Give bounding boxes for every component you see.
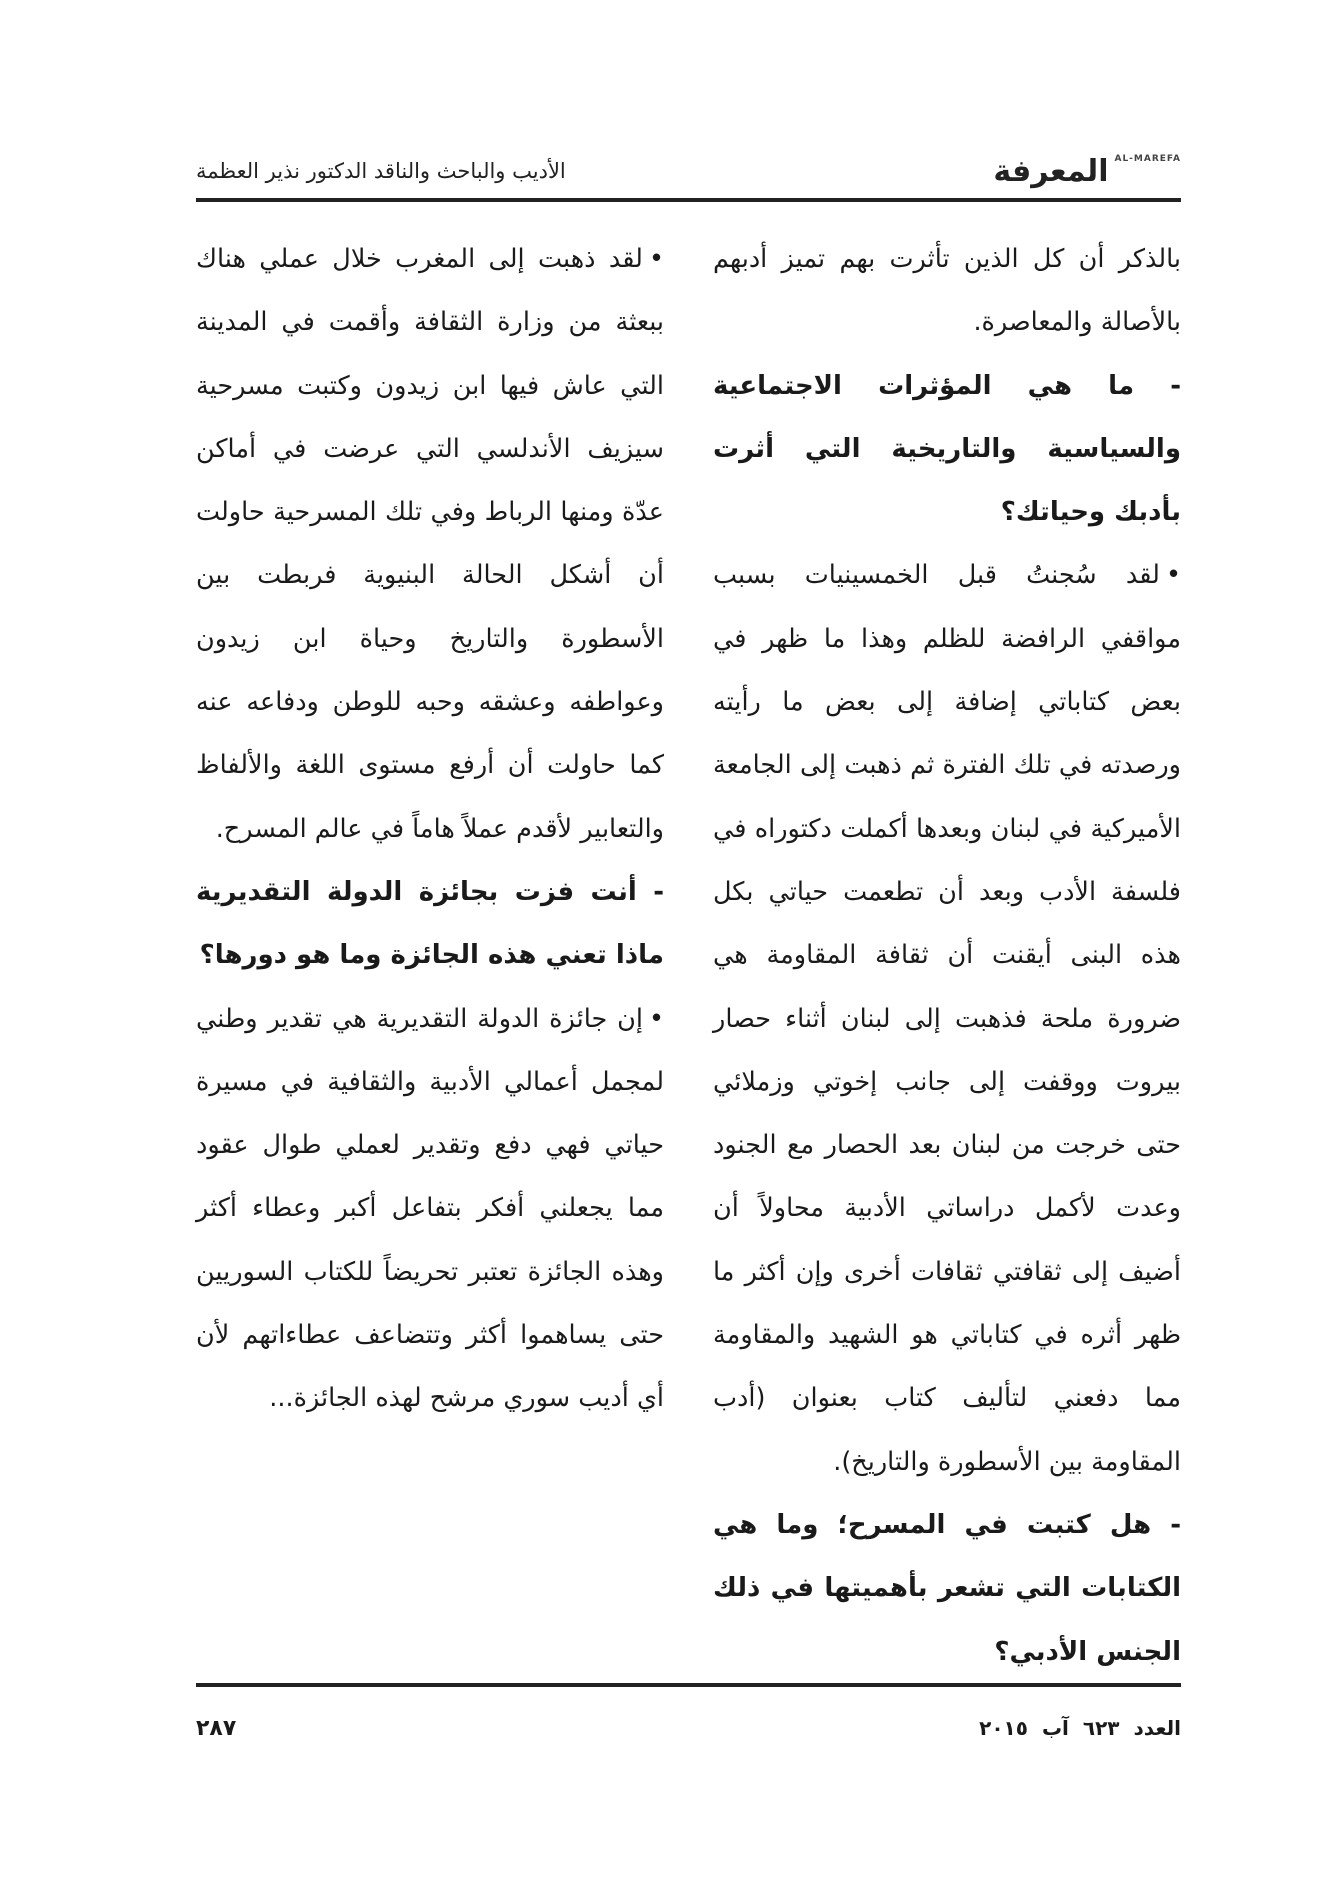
footer-rule — [196, 1683, 1181, 1687]
bullet-icon: • — [648, 1003, 664, 1034]
left-column — [196, 228, 664, 1431]
issue-number: ٦٢٣ — [1082, 1716, 1120, 1740]
issue-year: ٢٠١٥ — [979, 1716, 1028, 1740]
interview-question — [713, 355, 1181, 545]
question-text: - ما هي المؤثرات الاجتماعية والسياسية والتاريخية التي أثرت بأدبك وحياتك؟ — [713, 370, 1181, 528]
interview-question — [196, 861, 664, 988]
running-title: الأديب والباحث والناقد الدكتور نذير العظمة — [196, 159, 566, 183]
header-rule — [196, 198, 1181, 202]
paragraph — [713, 544, 1181, 1493]
page-header — [196, 150, 1181, 192]
issue-month: آب — [1041, 1716, 1069, 1740]
paragraph-text: لقد ذهبت إلى المغرب خلال عملي هناك ببعثة من وزارة الثقافة وأقمت في المدينة التي عاش فيها ابن زيدون وكتبت مسرحية سيزيف الأندلسي التي عرضت في أماكن عدّة ومنها الرباط وفي تلك المسرحية حاولت أن أشكل الحالة البنيوية فربطت بين الأسطورة والتاريخ وحياة ابن زيدون وعواطفه وعشقه وحبه للوطن ودفاعه عنه كما حاولت أن أرفع مستوى اللغة والألفاظ والتعابير لأقدم عملاً هاماً في عالم المسرح. — [196, 244, 664, 844]
bullet-icon: • — [1165, 560, 1181, 591]
page-number: ٢٨٧ — [196, 1715, 237, 1741]
paragraph — [196, 228, 664, 861]
interview-question — [713, 1494, 1181, 1684]
magazine-logo — [993, 154, 1181, 189]
question-text: - أنت فزت بجائزة الدولة التقديرية ماذا تعني هذه الجائزة وما هو دورها؟ — [196, 876, 664, 971]
logo-mark: AL-MAREFA — [1114, 153, 1181, 164]
issue-info — [979, 1716, 1181, 1740]
paragraph-text: إن جائزة الدولة التقديرية هي تقدير وطني لمجمل أعمالي الأدبية والثقافية في مسيرة حياتي فهي دفع وتقدير لعملي طوال عقود مما يجعلني أفكر بتفاعل أكبر وعطاء أكثر وهذه الجائزة تعتبر تحريضاً للكتاب السوريين حتى يساهموا أكثر وتتضاعف عطاءاتهم لأن أي أديب سوري مرشح لهذه الجائزة... — [196, 1003, 664, 1414]
paragraph — [196, 988, 664, 1431]
paragraph-text: لقد سُجنتُ قبل الخمسينيات بسبب مواقفي الرافضة للظلم وهذا ما ظهر في بعض كتاباتي إضافة إلى بعض ما رأيته ورصدته في تلك الفترة ثم ذهبت إلى الجامعة الأميركية في لبنان وبعدها أكملت دكتوراه في فلسفة الأدب وبعد أن تطعمت حياتي بكل هذه البنى أيقنت أن ثقافة المقاومة هي ضرورة ملحة فذهبت إلى لبنان أثناء حصار بيروت ووقفت إلى جانب إخوتي وزملائي حتى خرجت من لبنان بعد الحصار مع الجنود وعدت لأكمل دراساتي الأدبية محاولاً أن أضيف إلى ثقافتي ثقافات أخرى وإن أكثر ما ظهر أثره في كتاباتي هو الشهيد والمقاومة مما دفعني لتأليف كتاب بعنوان (أدب المقاومة بين الأسطورة والتاريخ). — [713, 560, 1181, 1477]
issue-label: العدد — [1133, 1716, 1181, 1740]
page-footer — [196, 1710, 1181, 1746]
right-column — [713, 228, 1181, 1684]
paragraph — [713, 228, 1181, 355]
logo-text: المعرفة — [993, 153, 1109, 189]
paragraph-text: بالذكر أن كل الذين تأثرت بهم تميز أدبهم بالأصالة والمعاصرة. — [713, 244, 1181, 338]
bullet-icon: • — [648, 244, 664, 274]
question-text: - هل كتبت في المسرح؛ وما هي الكتابات التي تشعر بأهميتها في ذلك الجنس الأدبي؟ — [713, 1509, 1181, 1667]
